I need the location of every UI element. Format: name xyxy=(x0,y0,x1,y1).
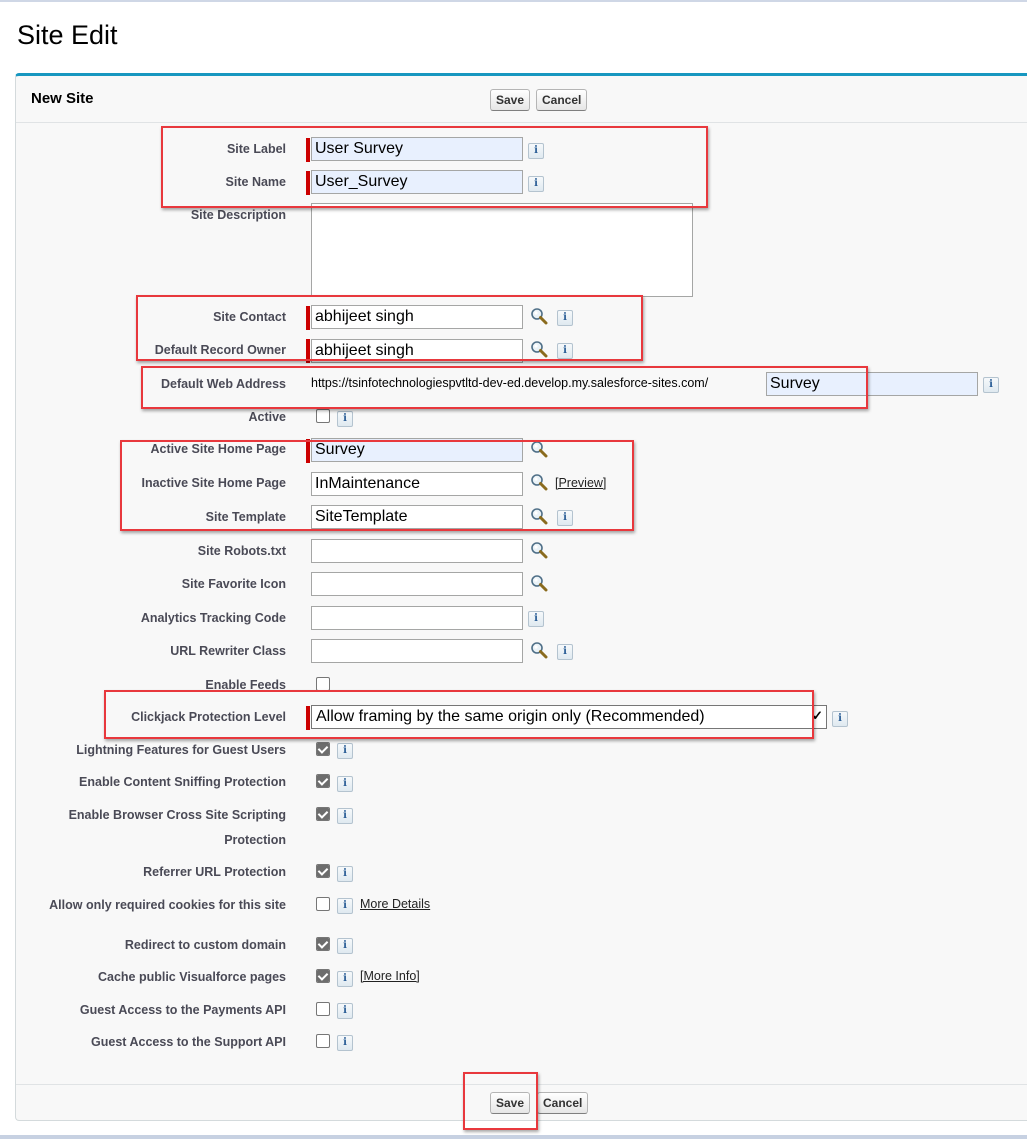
xss-checkbox[interactable] xyxy=(316,807,330,821)
info-icon[interactable]: i xyxy=(832,711,848,727)
required-indicator xyxy=(306,439,310,463)
default-record-owner-input[interactable]: abhijeet singh xyxy=(311,339,523,363)
url-rewriter-label: URL Rewriter Class xyxy=(170,644,286,658)
top-border xyxy=(0,0,1027,2)
sniffing-label: Enable Content Sniffing Protection xyxy=(79,775,286,789)
referrer-checkbox[interactable] xyxy=(316,864,330,878)
cache-label: Cache public Visualforce pages xyxy=(97,970,286,984)
chevron-down-icon: ✓ xyxy=(812,708,823,723)
site-description-textarea[interactable] xyxy=(311,203,693,297)
xss-label-line1: Enable Browser Cross Site Scripting xyxy=(68,808,286,822)
robots-label: Site Robots.txt xyxy=(197,544,286,558)
site-template-input[interactable]: SiteTemplate xyxy=(311,505,523,529)
required-indicator xyxy=(306,138,310,162)
support-label: Guest Access to the Support API xyxy=(91,1035,286,1049)
payments-label: Guest Access to the Payments API xyxy=(79,1003,286,1017)
required-indicator xyxy=(306,706,310,730)
cookies-checkbox[interactable] xyxy=(316,897,330,911)
required-indicator xyxy=(306,306,310,330)
favicon-label: Site Favorite Icon xyxy=(181,577,286,591)
lightning-label: Lightning Features for Guest Users xyxy=(76,743,286,757)
info-icon[interactable]: i xyxy=(337,971,353,987)
active-label: Active xyxy=(248,410,286,424)
save-button-top[interactable]: Save xyxy=(490,89,530,111)
info-icon[interactable]: i xyxy=(528,176,544,192)
cookies-label: Allow only required cookies for this site xyxy=(49,898,286,912)
inactive-home-label: Inactive Site Home Page xyxy=(141,476,286,490)
info-icon[interactable]: i xyxy=(337,808,353,824)
info-icon[interactable]: i xyxy=(557,343,573,359)
info-icon[interactable]: i xyxy=(337,866,353,882)
site-name-label: Site Name xyxy=(225,175,286,189)
lookup-magnifier-icon[interactable] xyxy=(529,541,549,559)
info-icon[interactable]: i xyxy=(337,743,353,759)
info-icon[interactable]: i xyxy=(337,938,353,954)
lookup-magnifier-icon[interactable] xyxy=(529,641,549,659)
bottom-border xyxy=(0,1135,1027,1139)
redirect-checkbox[interactable] xyxy=(316,937,330,951)
info-icon[interactable]: i xyxy=(337,776,353,792)
payments-checkbox[interactable] xyxy=(316,1002,330,1016)
required-indicator xyxy=(306,339,310,363)
site-contact-label: Site Contact xyxy=(213,310,286,324)
required-indicator xyxy=(306,171,310,195)
info-icon[interactable]: i xyxy=(337,898,353,914)
analytics-input[interactable] xyxy=(311,606,523,630)
panel-title: New Site xyxy=(31,90,94,107)
info-icon[interactable]: i xyxy=(557,510,573,526)
sniffing-checkbox[interactable] xyxy=(316,774,330,788)
support-checkbox[interactable] xyxy=(316,1034,330,1048)
page-title: Site Edit xyxy=(17,20,118,50)
default-record-owner-label: Default Record Owner xyxy=(154,343,286,357)
lookup-magnifier-icon[interactable] xyxy=(529,574,549,592)
xss-label-line2: Protection xyxy=(224,833,286,847)
site-description-label: Site Description xyxy=(190,208,286,222)
lightning-checkbox[interactable] xyxy=(316,742,330,756)
web-address-input[interactable]: Survey xyxy=(766,372,978,396)
lookup-magnifier-icon[interactable] xyxy=(529,440,549,458)
more-info-link[interactable]: [More Info] xyxy=(360,969,420,983)
lookup-magnifier-icon[interactable] xyxy=(529,507,549,525)
enable-feeds-checkbox[interactable] xyxy=(316,677,330,691)
info-icon[interactable]: i xyxy=(337,1035,353,1051)
cancel-button-top[interactable]: Cancel xyxy=(536,89,587,111)
clickjack-label: Clickjack Protection Level xyxy=(131,710,286,724)
site-name-input[interactable]: User_Survey xyxy=(311,170,523,194)
robots-input[interactable] xyxy=(311,539,523,563)
lookup-magnifier-icon[interactable] xyxy=(529,307,549,325)
panel-footer-divider xyxy=(16,1084,1027,1085)
cache-checkbox[interactable] xyxy=(316,969,330,983)
info-icon[interactable]: i xyxy=(983,377,999,393)
info-icon[interactable]: i xyxy=(337,1003,353,1019)
enable-feeds-label: Enable Feeds xyxy=(205,678,286,692)
more-details-link[interactable]: More Details xyxy=(360,897,431,911)
favicon-input[interactable] xyxy=(311,572,523,596)
lookup-magnifier-icon[interactable] xyxy=(529,340,549,358)
info-icon[interactable]: i xyxy=(557,644,573,660)
referrer-label: Referrer URL Protection xyxy=(143,865,286,879)
site-label-input[interactable]: User Survey xyxy=(311,137,523,161)
active-checkbox[interactable] xyxy=(316,409,330,423)
analytics-label: Analytics Tracking Code xyxy=(140,611,286,625)
cancel-button-bottom[interactable]: Cancel xyxy=(537,1092,588,1114)
lookup-magnifier-icon[interactable] xyxy=(529,473,549,491)
clickjack-select[interactable]: Allow framing by the same origin only (Recommended) xyxy=(311,705,827,729)
web-address-prefix: https://tsinfotechnologiespvtltd-dev-ed.develop.my.salesforce-sites.com/ xyxy=(311,376,709,390)
active-home-label: Active Site Home Page xyxy=(150,442,286,456)
site-template-label: Site Template xyxy=(205,510,286,524)
info-icon[interactable]: i xyxy=(337,411,353,427)
default-web-address-label: Default Web Address xyxy=(160,377,286,391)
redirect-label: Redirect to custom domain xyxy=(124,938,286,952)
info-icon[interactable]: i xyxy=(557,310,573,326)
active-home-input[interactable]: Survey xyxy=(311,438,523,462)
preview-link[interactable]: [Preview] xyxy=(555,476,607,490)
info-icon[interactable]: i xyxy=(528,611,544,627)
inactive-home-input[interactable]: InMaintenance xyxy=(311,472,523,496)
info-icon[interactable]: i xyxy=(528,143,544,159)
url-rewriter-input[interactable] xyxy=(311,639,523,663)
save-button-bottom[interactable]: Save xyxy=(490,1092,530,1114)
site-contact-input[interactable]: abhijeet singh xyxy=(311,305,523,329)
site-label-label: Site Label xyxy=(226,142,286,156)
